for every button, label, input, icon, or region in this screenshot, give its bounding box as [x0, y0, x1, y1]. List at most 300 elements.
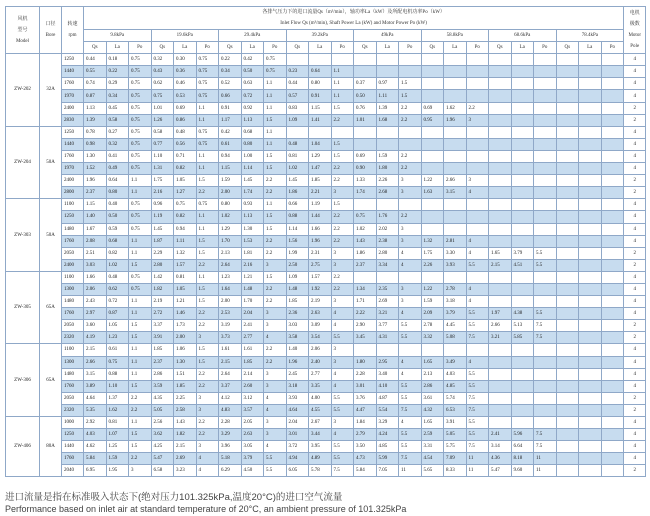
value-cell: 1.40 [286, 344, 309, 356]
value-cell [579, 187, 602, 199]
value-cell: 4.00 [309, 392, 332, 404]
value-cell: 2.15 [174, 441, 197, 453]
value-cell: 6.95 [84, 465, 107, 477]
value-cell [534, 235, 557, 247]
table-row [6, 453, 646, 465]
value-cell [511, 235, 534, 247]
pressure-header: 19.6kPa [151, 30, 219, 42]
value-cell: 0.32 [151, 54, 174, 66]
value-cell: 1.45 [286, 175, 309, 187]
value-cell: 2.80 [376, 247, 399, 259]
value-cell: 1.99 [286, 247, 309, 259]
value-cell: 5.5 [331, 392, 354, 404]
value-cell: 0.82 [106, 247, 129, 259]
value-cell [556, 465, 579, 477]
value-cell [489, 392, 512, 404]
value-cell: 2.26 [421, 259, 444, 271]
value-cell [556, 150, 579, 162]
value-cell [511, 187, 534, 199]
value-cell [489, 187, 512, 199]
value-cell [534, 417, 557, 429]
pole-cell: 2 [624, 259, 646, 271]
value-cell: 4.12 [219, 392, 242, 404]
value-cell [309, 54, 332, 66]
value-cell [444, 211, 467, 223]
value-cell: 3.62 [151, 429, 174, 441]
value-cell: 1.1 [264, 126, 287, 138]
value-cell [556, 66, 579, 78]
value-cell: 1.10 [151, 150, 174, 162]
sub-column-header: Qs [286, 42, 309, 54]
value-cell [601, 187, 624, 199]
value-cell: 1.44 [309, 211, 332, 223]
pole-cell: 4 [624, 380, 646, 392]
pole-cell: 4 [624, 150, 646, 162]
value-cell: 1.1 [196, 102, 219, 114]
value-cell [466, 199, 489, 211]
value-cell [489, 380, 512, 392]
pole-cell: 4 [624, 199, 646, 211]
value-cell: 3.03 [84, 259, 107, 271]
value-cell [466, 126, 489, 138]
pole-cell: 2 [624, 114, 646, 126]
pole-cell: 2 [624, 187, 646, 199]
pole-cell: 4 [624, 296, 646, 308]
pole-cell: 2 [624, 102, 646, 114]
speed-cell: 1760 [62, 150, 84, 162]
value-cell: 4 [196, 465, 219, 477]
value-cell: 0.49 [106, 163, 129, 175]
value-cell: 4.89 [309, 453, 332, 465]
value-cell [489, 356, 512, 368]
value-cell: 4.25 [151, 441, 174, 453]
speed-cell: 1480 [62, 296, 84, 308]
value-cell: 2.81 [444, 235, 467, 247]
value-cell [511, 417, 534, 429]
value-cell: 1.1 [129, 296, 152, 308]
value-cell: 2.41 [489, 429, 512, 441]
value-cell: 0.18 [106, 54, 129, 66]
value-cell [376, 344, 399, 356]
value-cell: 0.75 [129, 271, 152, 283]
value-cell: 3.21 [376, 308, 399, 320]
value-cell: 2.50 [286, 259, 309, 271]
value-cell: 11 [466, 453, 489, 465]
value-cell [556, 368, 579, 380]
value-cell [601, 163, 624, 175]
pole-cell: 4 [624, 417, 646, 429]
value-cell: 0.42 [219, 126, 242, 138]
value-cell: 1.29 [219, 223, 242, 235]
value-cell: 3 [331, 296, 354, 308]
value-cell [534, 175, 557, 187]
speed-header-label: 转速 rpm [67, 22, 78, 39]
value-cell: 4.87 [376, 392, 399, 404]
value-cell: 1.34 [354, 283, 377, 295]
value-cell: 0.75 [129, 150, 152, 162]
value-cell: 2.75 [309, 259, 332, 271]
value-cell: 0.57 [286, 90, 309, 102]
value-cell [444, 163, 467, 175]
value-cell [579, 404, 602, 416]
value-cell: 0.75 [196, 90, 219, 102]
value-cell: 2.2 [196, 368, 219, 380]
value-cell: 3.18 [286, 380, 309, 392]
speed-cell: 1970 [62, 163, 84, 175]
value-cell: 1.71 [354, 296, 377, 308]
value-cell [534, 356, 557, 368]
value-cell: 2.31 [309, 247, 332, 259]
value-cell: 4.94 [286, 453, 309, 465]
value-cell: 4.50 [241, 465, 264, 477]
value-cell: 1.1 [129, 235, 152, 247]
value-cell: 5.78 [309, 465, 332, 477]
value-cell [489, 126, 512, 138]
value-cell: 1.23 [106, 332, 129, 344]
value-cell: 1.5 [264, 114, 287, 126]
value-cell: 0.63 [241, 78, 264, 90]
value-cell: 0.86 [174, 114, 197, 126]
value-cell: 0.75 [129, 78, 152, 90]
value-cell [466, 150, 489, 162]
speed-cell: 1100 [62, 199, 84, 211]
sub-column-row [6, 42, 646, 54]
value-cell: 1.5 [264, 271, 287, 283]
value-cell: 3.79 [241, 453, 264, 465]
value-cell: 5.5 [466, 429, 489, 441]
value-cell: 8.18 [511, 453, 534, 465]
value-cell: 1.47 [309, 163, 332, 175]
sub-column-header: Po [196, 42, 219, 54]
value-cell [534, 404, 557, 416]
value-cell: 1.21 [174, 296, 197, 308]
value-cell: 4.51 [511, 259, 534, 271]
bore-cell: 50A [40, 126, 62, 199]
sub-column-header: La [376, 42, 399, 54]
group-title-en: Inlet Flow Qs (m³/min), Shaft Power La (kW) and Motor Power Po (kW) [280, 21, 427, 26]
value-cell: 2.13 [219, 247, 242, 259]
value-cell [601, 296, 624, 308]
value-cell: 4.64 [286, 404, 309, 416]
value-cell: 2.2 [129, 453, 152, 465]
value-cell [601, 380, 624, 392]
value-cell: 5.5 [264, 453, 287, 465]
value-cell: 4.83 [219, 404, 242, 416]
value-cell: 2.04 [241, 308, 264, 320]
value-cell: 4 [331, 308, 354, 320]
value-cell: 4.03 [84, 429, 107, 441]
value-cell [466, 271, 489, 283]
value-cell [421, 199, 444, 211]
value-cell: 1.5 [399, 78, 422, 90]
value-cell [601, 283, 624, 295]
value-cell [421, 223, 444, 235]
pole-cell: 2 [624, 465, 646, 477]
value-cell: 3.93 [286, 392, 309, 404]
value-cell: 2.2 [331, 211, 354, 223]
value-cell: 3 [331, 344, 354, 356]
value-cell: 2.2 [196, 259, 219, 271]
speed-cell: 1250 [62, 429, 84, 441]
value-cell: 3 [331, 247, 354, 259]
value-cell: 2.90 [354, 320, 377, 332]
value-cell: 3.91 [151, 332, 174, 344]
value-cell: 0.75 [196, 199, 219, 211]
pole-cell: 4 [624, 441, 646, 453]
value-cell [421, 211, 444, 223]
table-row [6, 78, 646, 90]
value-cell: 3 [399, 175, 422, 187]
value-cell: 2.04 [286, 417, 309, 429]
value-cell: 0.82 [174, 163, 197, 175]
value-cell: 3.79 [444, 308, 467, 320]
table-row [6, 344, 646, 356]
value-cell [511, 102, 534, 114]
value-cell: 0.95 [421, 114, 444, 126]
value-cell: 1.41 [309, 114, 332, 126]
value-cell: 1.80 [376, 163, 399, 175]
value-cell: 5.5 [534, 308, 557, 320]
value-cell: 5.13 [511, 320, 534, 332]
value-cell: 3.45 [354, 332, 377, 344]
value-cell [556, 163, 579, 175]
value-cell [354, 66, 377, 78]
value-cell: 3.29 [219, 429, 242, 441]
value-cell: 1.63 [421, 187, 444, 199]
value-cell: 1.5 [129, 429, 152, 441]
value-cell: 2.29 [151, 247, 174, 259]
value-cell [489, 344, 512, 356]
performance-table [5, 6, 646, 477]
pole-cell: 4 [624, 163, 646, 175]
value-cell [421, 78, 444, 90]
value-cell: 0.93 [241, 199, 264, 211]
value-cell: 3 [331, 417, 354, 429]
value-cell [511, 404, 534, 416]
value-cell: 3.15 [444, 187, 467, 199]
value-cell: 4 [399, 356, 422, 368]
value-cell [466, 90, 489, 102]
value-cell: 0.66 [286, 199, 309, 211]
value-cell [466, 78, 489, 90]
value-cell [444, 223, 467, 235]
value-cell: 1.5 [196, 356, 219, 368]
value-cell: 11 [466, 465, 489, 477]
value-cell: 0.34 [106, 90, 129, 102]
value-cell: 0.96 [151, 199, 174, 211]
table-row [6, 223, 646, 235]
value-cell [421, 66, 444, 78]
value-cell: 3.49 [444, 356, 467, 368]
value-cell: 0.58 [151, 126, 174, 138]
value-cell: 0.75 [129, 138, 152, 150]
value-cell: 1.1 [264, 78, 287, 90]
pressure-header: 49kPa [354, 30, 422, 42]
value-cell: 2.97 [84, 308, 107, 320]
table-row [6, 247, 646, 259]
value-cell: 3.15 [84, 368, 107, 380]
pole-cell: 4 [624, 211, 646, 223]
value-cell: 1.5 [264, 163, 287, 175]
value-cell: 4.10 [376, 380, 399, 392]
value-cell [601, 66, 624, 78]
value-cell: 1.30 [174, 356, 197, 368]
value-cell: 3 [264, 429, 287, 441]
table-row [6, 429, 646, 441]
value-cell: 0.81 [286, 150, 309, 162]
value-cell [556, 441, 579, 453]
sub-column-header: Po [466, 42, 489, 54]
value-cell: 7.5 [534, 320, 557, 332]
pole-cell: 4 [624, 126, 646, 138]
value-cell [579, 441, 602, 453]
value-cell [556, 392, 579, 404]
value-cell: 0.43 [151, 66, 174, 78]
value-cell: 6.29 [219, 465, 242, 477]
table-row [6, 332, 646, 344]
value-cell: 1.45 [151, 223, 174, 235]
value-cell [444, 126, 467, 138]
value-cell: 3.91 [444, 417, 467, 429]
value-cell: 1.5 [264, 150, 287, 162]
value-cell: 0.87 [106, 308, 129, 320]
value-cell: 0.29 [106, 78, 129, 90]
model-cell: ZW-303 [6, 199, 40, 272]
value-cell: 3 [399, 235, 422, 247]
value-cell [421, 163, 444, 175]
value-cell: 1.1 [129, 356, 152, 368]
value-cell [556, 296, 579, 308]
value-cell: 2.14 [241, 368, 264, 380]
value-cell: 1.5 [264, 211, 287, 223]
value-cell [399, 344, 422, 356]
sub-column-header: La [241, 42, 264, 54]
value-cell: 2.2 [331, 235, 354, 247]
value-cell: 0.75 [129, 211, 152, 223]
table-header [6, 7, 646, 54]
value-cell: 4 [331, 429, 354, 441]
value-cell: 2.25 [174, 392, 197, 404]
value-cell: 3.03 [286, 320, 309, 332]
value-cell [534, 271, 557, 283]
value-cell: 1.00 [241, 150, 264, 162]
value-cell: 1.59 [376, 150, 399, 162]
value-cell: 1.1 [264, 138, 287, 150]
table-row [6, 150, 646, 162]
value-cell: 2.77 [241, 332, 264, 344]
bore-cell: 32A [40, 54, 62, 127]
value-cell: 1.5 [196, 296, 219, 308]
value-cell: 2.41 [241, 320, 264, 332]
value-cell: 1.30 [241, 223, 264, 235]
pressure-row [6, 30, 646, 42]
value-cell: 0.80 [309, 78, 332, 90]
value-cell [579, 368, 602, 380]
value-cell: 1.40 [84, 211, 107, 223]
value-cell: 0.68 [106, 235, 129, 247]
value-cell: 4.31 [376, 332, 399, 344]
speed-cell: 2830 [62, 114, 84, 126]
table-row [6, 320, 646, 332]
model-cell: ZW-305 [6, 271, 40, 344]
value-cell: 5.5 [331, 404, 354, 416]
value-cell: 4.03 [444, 368, 467, 380]
value-cell: 3.18 [444, 296, 467, 308]
value-cell: 1.5 [196, 175, 219, 187]
value-cell: 4 [399, 247, 422, 259]
sub-column-header: La [444, 42, 467, 54]
value-cell: 2.80 [151, 259, 174, 271]
value-cell: 1.14 [241, 163, 264, 175]
value-cell [534, 283, 557, 295]
value-cell [556, 90, 579, 102]
value-cell [354, 271, 377, 283]
value-cell [466, 54, 489, 66]
value-cell: 1.14 [286, 223, 309, 235]
sub-column-header: Qs [84, 42, 107, 54]
value-cell [579, 235, 602, 247]
value-cell: 0.75 [129, 283, 152, 295]
value-cell [534, 211, 557, 223]
value-cell: 2.28 [219, 417, 242, 429]
value-cell: 1.65 [421, 417, 444, 429]
value-cell: 7.5 [466, 392, 489, 404]
value-cell: 1.1 [264, 199, 287, 211]
value-cell: 2.63 [241, 429, 264, 441]
value-cell: 2.56 [151, 417, 174, 429]
value-cell: 2.38 [376, 235, 399, 247]
value-cell [556, 271, 579, 283]
value-cell [534, 296, 557, 308]
value-cell [579, 296, 602, 308]
value-cell: 4 [466, 235, 489, 247]
value-cell: 3 [196, 332, 219, 344]
speed-cell: 1250 [62, 126, 84, 138]
value-cell: 1.1 [196, 223, 219, 235]
pole-cell: 4 [624, 356, 646, 368]
value-cell: 1.07 [106, 429, 129, 441]
value-cell [601, 150, 624, 162]
speed-cell: 1250 [62, 211, 84, 223]
value-cell [556, 102, 579, 114]
value-cell: 1.02 [106, 259, 129, 271]
value-cell: 1.70 [241, 296, 264, 308]
value-cell [511, 283, 534, 295]
value-cell: 1.67 [84, 223, 107, 235]
value-cell [489, 283, 512, 295]
value-cell: 3.76 [354, 392, 377, 404]
value-cell: 1.80 [354, 356, 377, 368]
pole-header-label: 电机 极数 Motor Pole [628, 11, 641, 50]
value-cell: 3.30 [444, 247, 467, 259]
value-cell: 3 [331, 356, 354, 368]
bore-cell: 65A [40, 344, 62, 417]
value-cell: 1.66 [309, 223, 332, 235]
value-cell: 0.75 [174, 199, 197, 211]
value-cell [534, 223, 557, 235]
value-cell [444, 54, 467, 66]
value-cell [421, 126, 444, 138]
value-cell: 4.85 [376, 441, 399, 453]
value-cell: 3.57 [241, 404, 264, 416]
value-cell [556, 78, 579, 90]
value-cell: 2.2 [399, 150, 422, 162]
value-cell [399, 126, 422, 138]
value-cell [489, 175, 512, 187]
value-cell: 1.53 [241, 235, 264, 247]
value-cell: 2.2 [196, 417, 219, 429]
value-cell [534, 114, 557, 126]
